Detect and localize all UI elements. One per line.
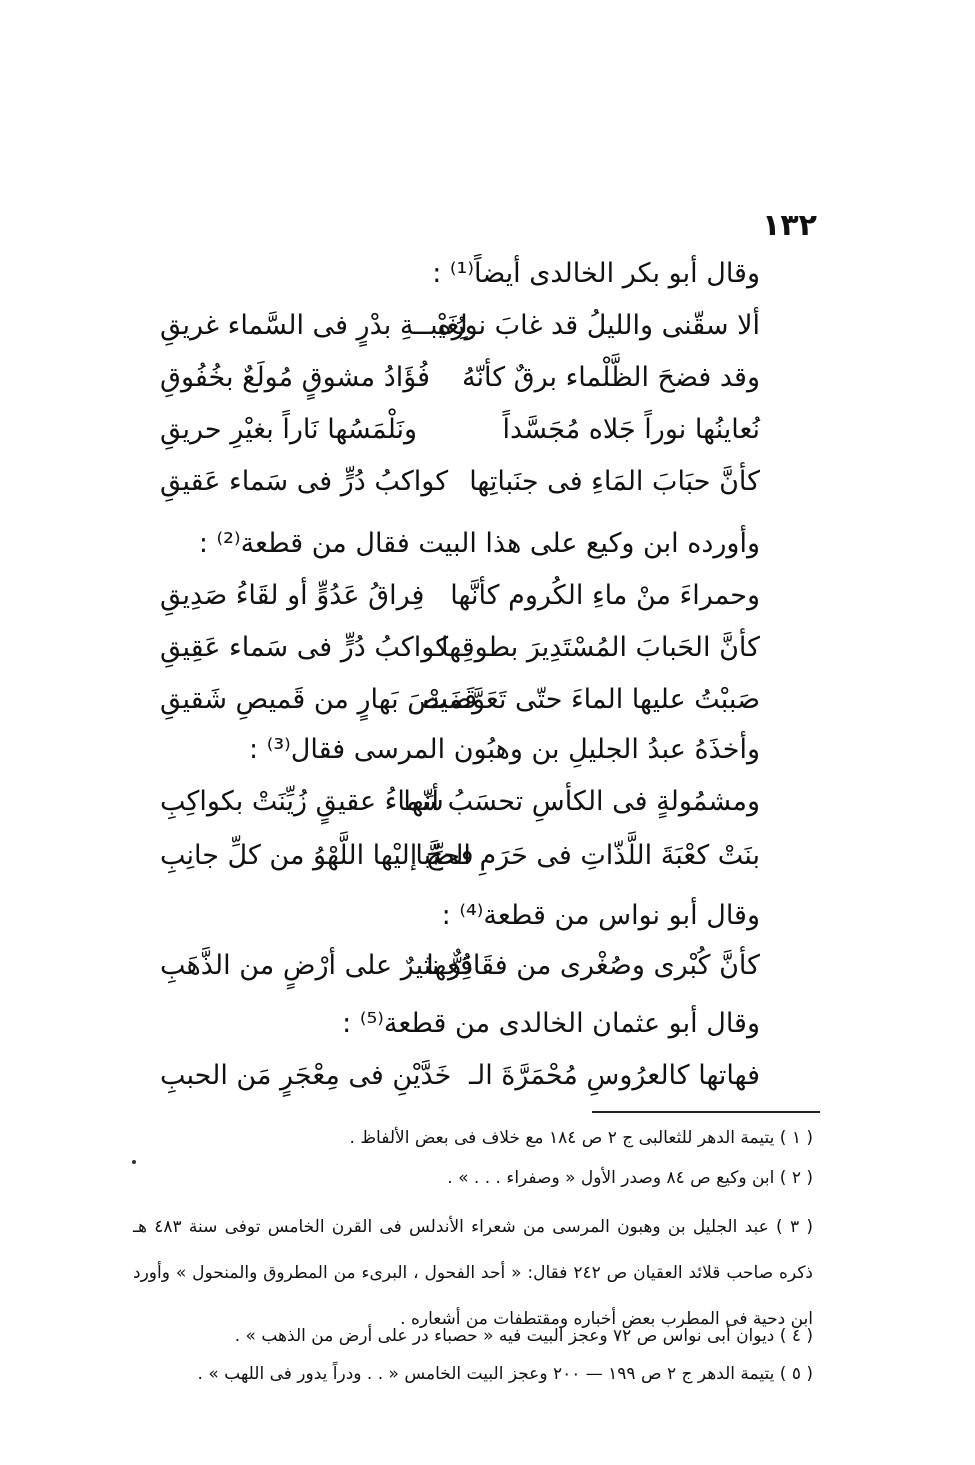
verse-line	[160, 840, 760, 888]
verse-second-hemistich: لِغَيْبــةِ بدْرٍ فى السَّماء غريقِ	[160, 310, 468, 341]
verse-line	[160, 1060, 760, 1108]
verse-first-hemistich: بنَتْ كعْبَةَ اللَّذّاتِ فى حَرَمِ الصِّبا	[415, 840, 760, 871]
verse-second-hemistich: قَميصَ بَهارٍ من قَميصِ شَقيقِ	[160, 684, 477, 715]
verse-first-hemistich: وقد فضحَ الظَّلْماء برقٌ كأنّهُ	[462, 362, 760, 393]
section-intro: وأخذَهُ عبدُ الجليلِ بن وهبُون المرسى فقال⁽³⁾ :	[249, 734, 760, 765]
verse-second-hemistich: دُرٌّ نثيرٌ على أرْضٍ من الذَّهَبِ	[160, 950, 474, 981]
page-number: ١٣٢	[762, 208, 817, 243]
verse-line	[160, 786, 760, 834]
footnote: ( ٢ ) ابن وكيع ص ٨٤ وصدر الأول « وصفراء . . . » .	[447, 1168, 813, 1188]
verse-second-hemistich: كواكبُ دُرٍّ فى سَماء عَقيقِ	[160, 466, 449, 497]
verse-line	[160, 632, 760, 680]
footnote-separator	[592, 1111, 820, 1113]
verse-second-hemistich: فُؤَادُ مشوقٍ مُولَعٌ بخُفُوقِ	[160, 362, 431, 393]
verse-second-hemistich: سَماءُ عقيقٍ زُيِّنَتْ بكواكِبِ	[160, 786, 444, 817]
section-intro: وقال أبو بكر الخالدى أيضاً⁽¹⁾ :	[432, 258, 760, 289]
verse-first-hemistich: ألا سقّنى والليلُ قد غابَ نورُه	[437, 310, 760, 341]
verse-line	[160, 580, 760, 628]
verse-line	[160, 414, 760, 462]
section-intro: وقال أبو نواس من قطعة⁽⁴⁾ :	[441, 900, 760, 931]
footnote: ( ٥ ) يتيمة الدهر ج ٢ ص ١٩٩ — ٢٠٠ وعجز البيت الخامس « . . ودراً يدور فى اللهب » .	[197, 1364, 813, 1384]
verse-first-hemistich: نُعاينُها نوراً جَلاه مُجَسَّداً	[502, 414, 760, 445]
section-intro: وأورده ابن وكيع على هذا البيت فقال من قطعة⁽²⁾ :	[198, 528, 760, 559]
verse-first-hemistich: كأنَّ كُبْرى وصُغْرى من فقَاقِعِها	[426, 950, 760, 981]
verse-second-hemistich: فِراقُ عَدُوٍّ أو لقَاءُ صَدِيقِ	[160, 580, 425, 611]
verse-first-hemistich: ومشمُولةٍ فى الكأسِ تحسَبُ أنّها	[403, 786, 760, 817]
verse-second-hemistich: خَدَّيْنِ فى مِعْجَرٍ مَن الحببِ	[160, 1060, 452, 1091]
verse-line	[160, 362, 760, 410]
verse-first-hemistich: كأنَّ الحَبابَ المُسْتَدِيرَ بطوقِها	[441, 632, 760, 663]
verse-second-hemistich: فحجَّ إليْها اللَّهْوُ من كلِّ جانِبِ	[160, 840, 474, 871]
verse-first-hemistich: صَببْتُ عليها الماءَ حتّى تَعَوَّضَتْ	[422, 684, 760, 715]
verse-line	[160, 684, 760, 732]
section-intro: وقال أبو عثمان الخالدى من قطعة⁽⁵⁾ :	[342, 1008, 760, 1039]
footnote: ( ٣ ) عبد الجليل بن وهبون المرسى من شعراء الأندلس فى القرن الخامس توفى سنة ٤٨٣ هـ ذكره صاحب قلائد العقيان ص ٢٤٢ فقال: « أحد الفحول ، البرىء من المطروق والمنحول » وأورد ابن دحية فى المطرب بعض أخباره ومقتطفات من أشعاره .	[133, 1217, 814, 1329]
verse-line	[160, 310, 760, 358]
verse-second-hemistich: ونَلْمَسُها نَاراً بغيْرِ حريقِ	[160, 414, 418, 445]
footnote: ( ٤ ) ديوان أبى نواس ص ٧٢ وعجز البيت فيه « حصباء در على أرض من الذهب » .	[234, 1326, 813, 1346]
footnote: ( ١ ) يتيمة الدهر للثعالبى ج ٢ ص ١٨٤ مع خلاف فى بعض الألفاظ .	[349, 1128, 813, 1148]
verse-line	[160, 950, 760, 998]
verse-second-hemistich: كواكبُ دُرٍّ فى سَماء عَقِيقِ	[160, 632, 449, 663]
verse-first-hemistich: فهاتها كالعرُوسِ مُحْمَرَّةَ الـ	[469, 1060, 760, 1091]
verse-line	[160, 466, 760, 514]
verse-first-hemistich: كأنَّ حبَابَ المَاءِ فى جنَباتِها	[469, 466, 760, 497]
print-speck	[132, 1160, 136, 1164]
verse-first-hemistich: وحمراءَ منْ ماءِ الكُروم كأنَّها	[450, 580, 760, 611]
